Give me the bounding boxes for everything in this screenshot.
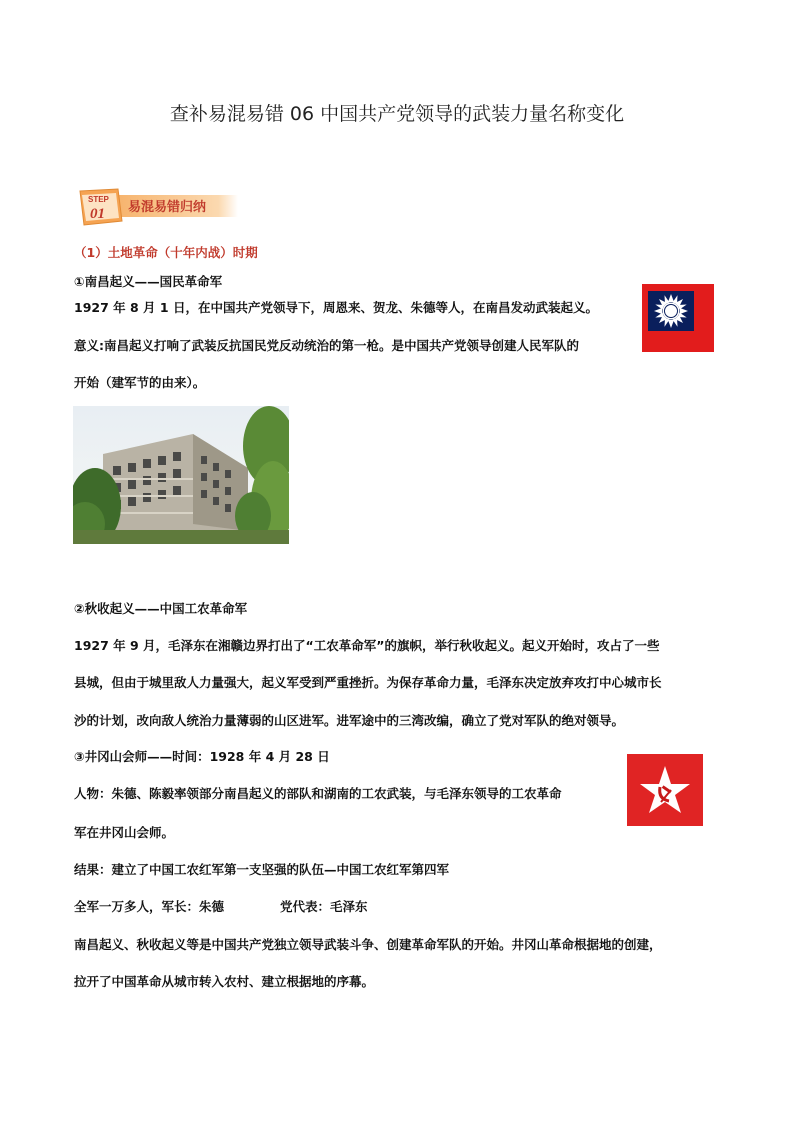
- jinggangshan-party-rep: 党代表：毛泽东: [280, 899, 368, 914]
- step-badge-graphic: [78, 187, 238, 227]
- qiushou-heading: ②秋收起义——中国工农革命军: [74, 601, 248, 616]
- qiushou-line-2: 县城，但由于城里敌人力量强大，起义军受到严重挫折。为保存革命力量，毛泽东决定放弃攻打中心城市长: [74, 675, 662, 690]
- jinggangshan-result: 结果：建立了中国工农红军第一支坚强的队伍—中国工农红军第四军: [74, 862, 450, 877]
- summary-line-2: 拉开了中国革命从城市转入农村、建立根据地的序幕。: [74, 974, 375, 989]
- nanchang-line-3: 开始（建军节的由来）。: [74, 375, 206, 390]
- qiushou-line-1: 1927 年 9 月，毛泽东在湘赣边界打出了“工农革命军”的旗帜，举行秋收起义。起义开始时，攻占了一些: [74, 638, 660, 653]
- jinggangshan-heading: ③井冈山会师——时间：1928 年 4 月 28 日: [74, 749, 330, 764]
- qiushou-line-3: 沙的计划，改向敌人统治力量薄弱的山区进军。进军途中的三湾改编，确立了党对军队的绝对领导。: [74, 713, 625, 728]
- step-badge: [78, 187, 238, 227]
- nanchang-line-1: 1927 年 8 月 1 日，在中国共产党领导下，周恩来、贺龙、朱德等人，在南昌发动武装起义。: [74, 300, 598, 315]
- national-revolutionary-army-flag-image: [642, 284, 714, 352]
- jinggangshan-people-cont: 军在井冈山会师。: [74, 825, 175, 840]
- step-number: 01: [90, 206, 105, 222]
- step-heading: 易混易错归纳: [128, 200, 207, 215]
- step-label: STEP: [88, 195, 109, 204]
- red-army-flag-image: [627, 754, 703, 826]
- nanchang-building-photo: [73, 406, 289, 544]
- page-title: 查补易混易错 06 中国共产党领导的武装力量名称变化: [169, 103, 625, 125]
- jinggangshan-commander: 全军一万多人，军长：朱德: [74, 899, 225, 914]
- jinggangshan-people: 人物：朱德、陈毅率领部分南昌起义的部队和湖南的工农武装，与毛泽东领导的工农革命: [74, 786, 562, 801]
- nanchang-heading: ①南昌起义——国民革命军: [74, 274, 223, 289]
- summary-line-1: 南昌起义、秋收起义等是中国共产党独立领导武装斗争、创建革命军队的开始。井冈山革命根据地的创建，: [74, 937, 662, 952]
- section-heading: （1）土地革命（十年内战）时期: [74, 245, 258, 260]
- nanchang-significance: 意义:南昌起义打响了武装反抗国民党反动统治的第一枪。是中国共产党领导创建人民军队的: [74, 338, 580, 353]
